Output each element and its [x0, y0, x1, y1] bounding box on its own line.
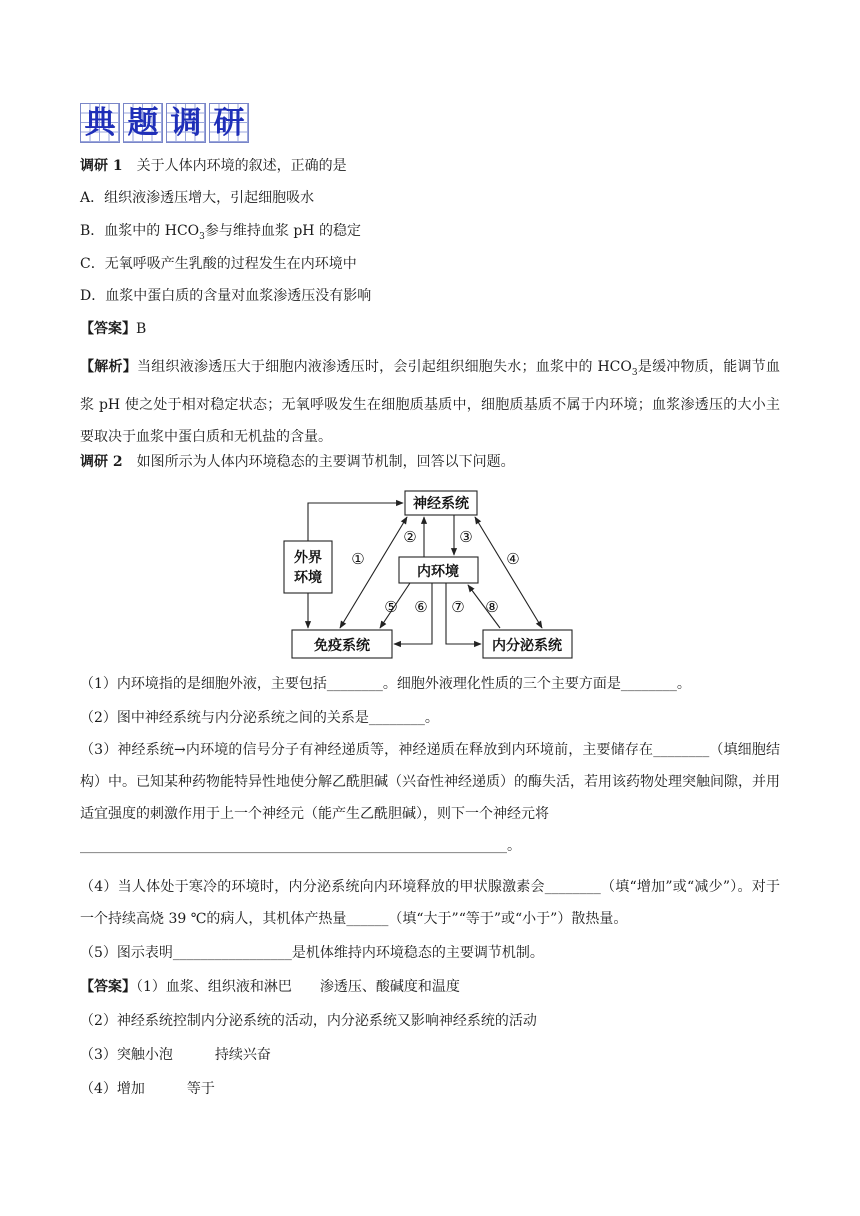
subscript: 3 [199, 231, 205, 242]
arrow-label-1: ① [351, 550, 365, 568]
heading-char: 调 [166, 103, 206, 143]
q1-option-b: B．血浆中的 $HCO_3$参与维持血浆 pH 的稳定 [80, 223, 361, 242]
arrow-label-2: ② [403, 528, 417, 546]
q2-answer-3: （3）突触小泡 持续兴奋 [80, 1047, 271, 1063]
immune-system-label: 免疫系统 [314, 638, 370, 654]
q1-answer: 【答案】B [80, 321, 147, 337]
section-heading-badge [80, 103, 249, 143]
heading-char: 研 [209, 103, 249, 143]
q1-analysis: 【解析】当组织液渗透压大于细胞内液渗透压时，会引起组织细胞失水；血浆中的 $HCO_3$是缓冲物质，能调节血浆 pH 使之处于相对稳定状态；无氧呼吸发生在细胞质基质中，细胞质基质不属于内环境；血浆渗透压的大小主要取决于血浆中蛋白质和无机盐的含量。 [80, 359, 781, 445]
heading-char: 典 [80, 103, 120, 143]
arrow-label-7: ⑦ [451, 598, 465, 616]
answer-label: 【答案】 [80, 979, 136, 995]
arrow-label-3: ③ [459, 528, 473, 546]
internal-environment-label: 内环境 [417, 564, 459, 580]
external-environment-label-2: 环境 [294, 570, 322, 586]
q2-sub4: （4）当人体处于寒冷的环境时，内分泌系统向内环境释放的甲状腺激素会________（填“增加”或“减少”）。对于一个持续高烧 39 ℃的病人，其机体产热量______（填“大于”“等于”或“小于”）散热量。 [80, 879, 780, 927]
q2-stem-line [80, 452, 515, 472]
arrow-label-6: ⑥ [414, 598, 428, 616]
q2-answer-1: 【答案】（1）血浆、组织液和淋巴 渗透压、酸碱度和温度 [80, 979, 460, 995]
q2-sub2: （2）图中神经系统与内分泌系统之间的关系是________。 [80, 710, 439, 726]
q1-option-d: D．血浆中蛋白质的含量对血浆渗透压没有影响 [80, 288, 372, 304]
q2-answer-2: （2）神经系统控制内分泌系统的活动，内分泌系统又影响神经系统的活动 [80, 1013, 537, 1029]
q1-stem-line [80, 156, 347, 176]
q1-label: 调研 1 [80, 158, 123, 174]
homeostasis-diagram [280, 486, 580, 666]
q1-stem: 关于人体内环境的叙述，正确的是 [136, 158, 347, 174]
analysis-label: 【解析】 [80, 359, 137, 375]
q2-label: 调研 2 [80, 454, 123, 470]
answer-label: 【答案】 [80, 321, 136, 337]
q1-option-a: A．组织液渗透压增大，引起细胞吸水 [80, 190, 315, 206]
q2-sub3-blank: _____________________________________________________________。 [80, 838, 521, 854]
q2-stem: 如图所示为人体内环境稳态的主要调节机制，回答以下问题。 [136, 454, 515, 470]
q2-sub3: （3）神经系统→内环境的信号分子有神经递质等，神经递质在释放到内环境前，主要储存在________（填细胞结构）中。已知某种药物能特异性地使分解乙酰胆碱（兴奋性神经递质）的酶失活，若用该药物处理突触间隙，并用适宜强度的刺激作用于上一个神经元（能产生乙酰胆碱），则下一个神经元将 _____________________________________________________________。 [80, 734, 780, 862]
arrow-label-4: ④ [506, 550, 520, 568]
subscript: 3 [631, 367, 638, 378]
external-environment-label-1: 外界 [294, 550, 322, 566]
q2-sub1: （1）内环境指的是细胞外液，主要包括________。细胞外液理化性质的三个主要方面是________。 [80, 676, 691, 692]
arrow-label-8: ⑧ [485, 598, 499, 616]
q1-option-c: C．无氧呼吸产生乳酸的过程发生在内环境中 [80, 256, 357, 272]
q2-sub5: （5）图示表明_________________是机体维持内环境稳态的主要调节机制。 [80, 945, 544, 961]
nervous-system-label: 神经系统 [413, 496, 469, 512]
q2-answer-4: （4）增加 等于 [80, 1081, 215, 1097]
heading-char: 题 [123, 103, 163, 143]
arrow-label-5: ⑤ [384, 598, 398, 616]
endocrine-system-label: 内分泌系统 [492, 638, 562, 654]
